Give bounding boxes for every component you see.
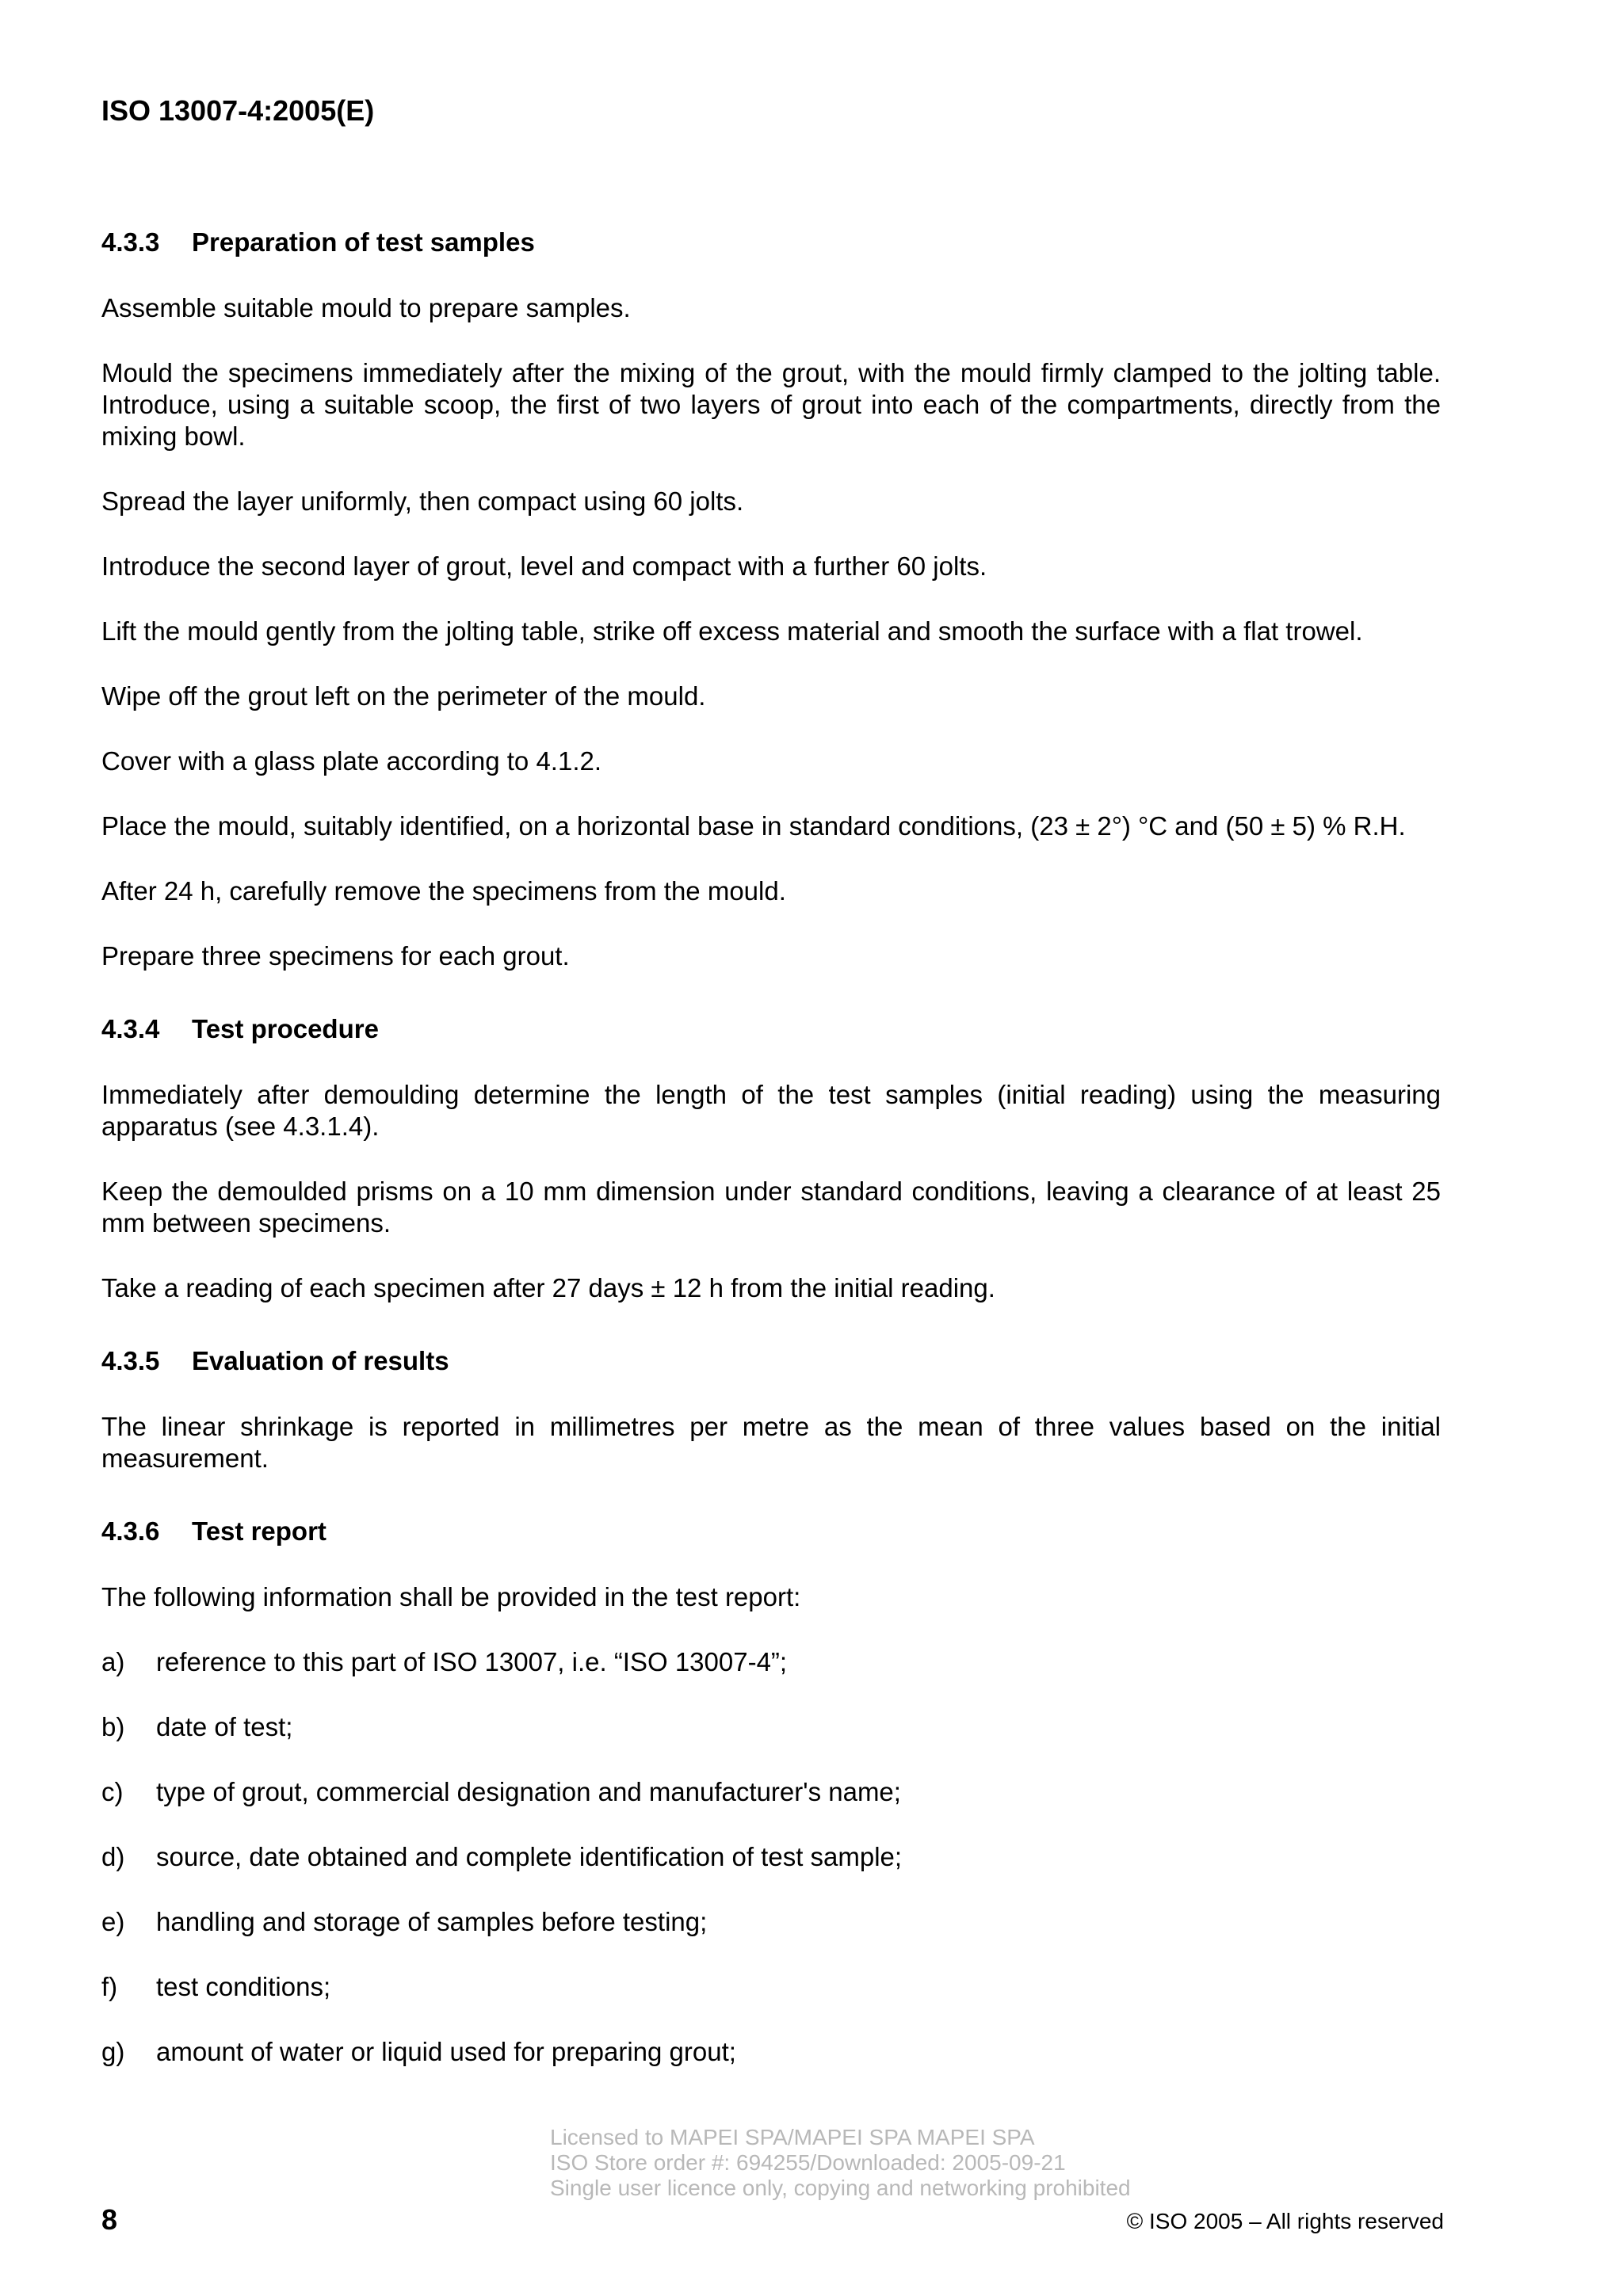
list-item xyxy=(101,1711,1441,1743)
list-marker: g) xyxy=(101,2037,125,2066)
list-marker: a) xyxy=(101,1647,125,1676)
list-item-text: amount of water or liquid used for preparing grout; xyxy=(156,2037,736,2066)
paragraph: Wipe off the grout left on the perimeter of the mould. xyxy=(101,681,706,711)
paragraph: Prepare three specimens for each grout. xyxy=(101,941,570,971)
section-number: 4.3.3 xyxy=(101,227,160,257)
paragraph: Lift the mould gently from the jolting table, strike off excess material and smooth the surface with a flat trowel. xyxy=(101,616,1363,646)
paragraph: Keep the demoulded prisms on a 10 mm dimension under standard conditions, leaving a clearance of at least 25 mm between specimens. xyxy=(101,1177,1441,1238)
list-item-text: source, date obtained and complete identification of test sample; xyxy=(156,1842,903,1871)
page-number: 8 xyxy=(101,2203,118,2236)
section-number: 4.3.5 xyxy=(101,1346,160,1375)
list-marker: e) xyxy=(101,1907,125,1936)
paragraph: Mould the specimens immediately after the mixing of the grout, with the mould firmly clamped to the jolting table. Introduce, using a suitable scoop, the first of two layers of grout into each of the compartments, directly from the mixing bowl. xyxy=(101,358,1441,451)
watermark-line: ISO Store order #: 694255/Downloaded: 2005-09-21 xyxy=(550,2150,1066,2175)
section-number: 4.3.6 xyxy=(101,1516,160,1546)
list-item-text: date of test; xyxy=(156,1712,293,1741)
list-item-text: type of grout, commercial designation and manufacturer's name; xyxy=(156,1777,901,1806)
list-item xyxy=(101,1841,1441,1873)
section-title: Test procedure xyxy=(192,1014,379,1043)
list-item xyxy=(101,1906,1441,1938)
list-item xyxy=(101,1646,1441,1678)
copyright-notice: © ISO 2005 – All rights reserved xyxy=(1126,2209,1444,2233)
list-marker: d) xyxy=(101,1842,125,1871)
list-marker: f) xyxy=(101,1972,118,2001)
list-item-text: handling and storage of samples before testing; xyxy=(156,1907,708,1936)
list-item-text: reference to this part of ISO 13007, i.e. “ISO 13007-4”; xyxy=(156,1647,788,1676)
document-header: ISO 13007-4:2005(E) xyxy=(101,94,375,127)
paragraph: Spread the layer uniformly, then compact using 60 jolts. xyxy=(101,486,744,516)
list-item xyxy=(101,1776,1441,1808)
section-title: Preparation of test samples xyxy=(192,227,535,257)
paragraph: The following information shall be provided in the test report: xyxy=(101,1582,801,1611)
paragraph: After 24 h, carefully remove the specimens from the mould. xyxy=(101,876,786,906)
section-heading-4-3-3 xyxy=(101,227,1441,258)
paragraph: Place the mould, suitably identified, on a horizontal base in standard conditions, (23 ± 2°) °C and (50 ± 5) % R.H. xyxy=(101,811,1406,841)
paragraph: Take a reading of each specimen after 27 days ± 12 h from the initial reading. xyxy=(101,1273,995,1302)
list-item xyxy=(101,1971,1441,2003)
paragraph: Assemble suitable mould to prepare samples. xyxy=(101,293,631,322)
paragraph: Introduce the second layer of grout, level and compact with a further 60 jolts. xyxy=(101,551,987,581)
list-marker: c) xyxy=(101,1777,124,1806)
page-content xyxy=(101,227,1441,2068)
paragraph: Cover with a glass plate according to 4.1.2. xyxy=(101,746,602,776)
section-title: Test report xyxy=(192,1516,327,1546)
list-marker: b) xyxy=(101,1712,125,1741)
license-watermark xyxy=(550,2125,1131,2201)
section-heading-4-3-6 xyxy=(101,1516,1441,1547)
section-heading-4-3-4 xyxy=(101,1013,1441,1045)
section-title: Evaluation of results xyxy=(192,1346,449,1375)
section-heading-4-3-5 xyxy=(101,1345,1441,1377)
list-item-text: test conditions; xyxy=(156,1972,331,2001)
watermark-line: Single user licence only, copying and networking prohibited xyxy=(550,2176,1131,2200)
list-item xyxy=(101,2036,1441,2068)
paragraph: The linear shrinkage is reported in millimetres per metre as the mean of three values based on the initial measurement. xyxy=(101,1412,1441,1473)
paragraph: Immediately after demoulding determine the length of the test samples (initial reading) using the measuring apparatus (see 4.3.1.4). xyxy=(101,1080,1441,1141)
section-number: 4.3.4 xyxy=(101,1014,160,1043)
watermark-line: Licensed to MAPEI SPA/MAPEI SPA MAPEI SPA xyxy=(550,2125,1035,2149)
